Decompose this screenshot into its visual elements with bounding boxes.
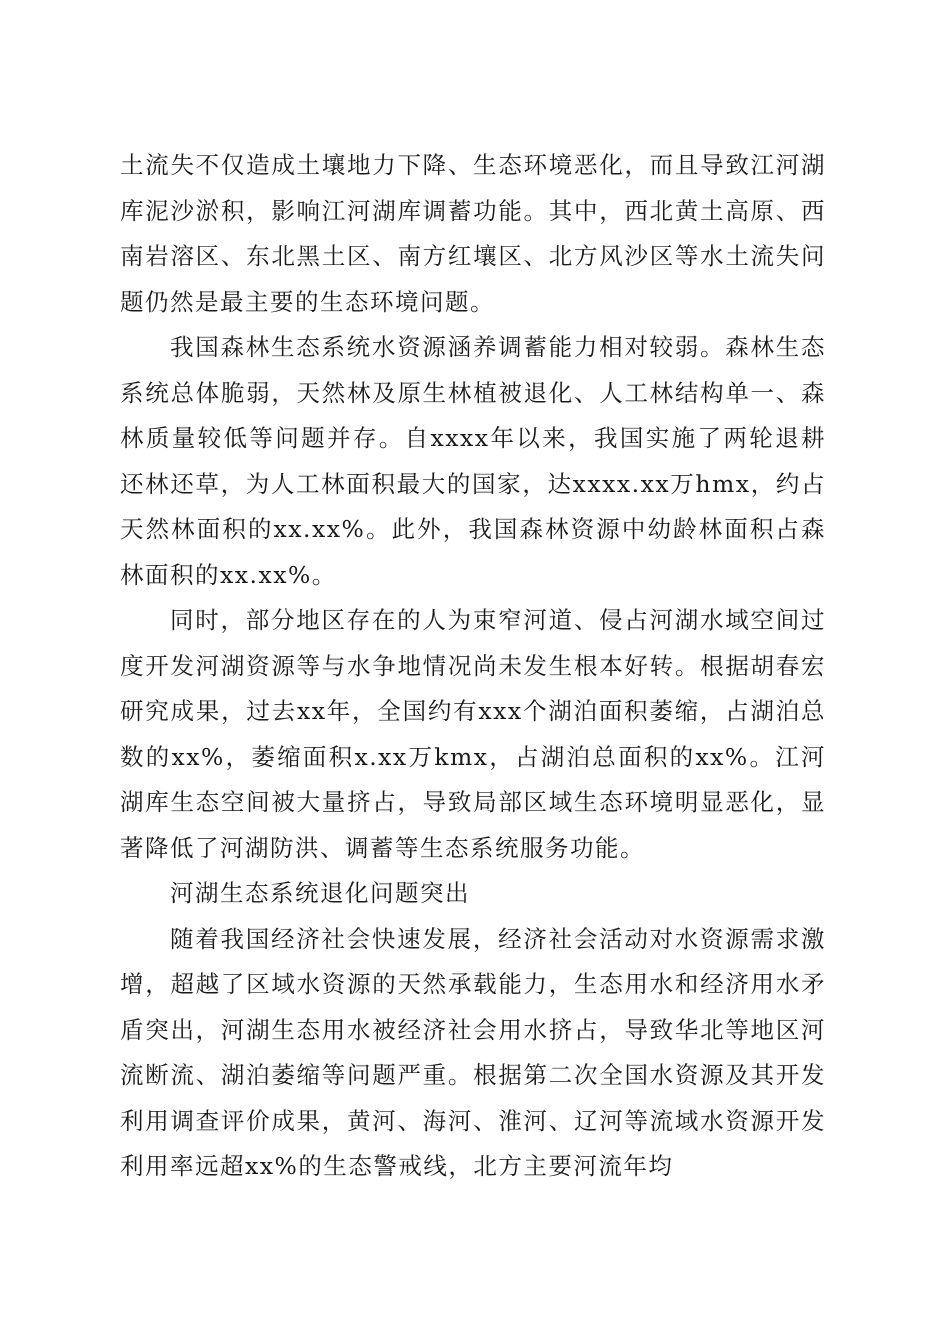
paragraph-water-demand: 随着我国经济社会快速发展，经济社会活动对水资源需求激增，超越了区域水资源的天然承载能力，生态用水和经济用水矛盾突出，河湖生态用水被经济社会用水挤占，导致华北等地区河流断流、湖泊萎缩等问题严重。根据第二次全国水资源及其开发利用调查评价成果，黄河、海河、淮河、辽河等流域水资源开发利用率远超xx%的生态警戒线，北方主要河流年均 xyxy=(120,924,826,1180)
paragraph-forest-ecosystem: 我国森林生态系统水资源涵养调蓄能力相对较弱。森林生态系统总体脆弱，天然林及原生林植被退化、人工林结构单一、森林质量较低等问题并存。自xxxx年以来，我国实施了两轮退耕还林还草，为人工林面积最大的国家，达xxxx.xx万hmx，约占天然林面积的xx.xx%。此外，我国森林资源中幼龄林面积占森林面积的xx.xx%。 xyxy=(120,333,826,589)
paragraph-river-lake-encroachment: 同时，部分地区存在的人为束窄河道、侵占河湖水域空间过度开发河湖资源等与水争地情况尚未发生根本好转。根据胡春宏研究成果，过去xx年，全国约有xxx个湖泊面积萎缩，占湖泊总数的xx%，萎缩面积x.xx万kmx，占湖泊总面积的xx%。江河湖库生态空间被大量挤占，导致局部区域生态环境明显恶化，显著降低了河湖防洪、调蓄等生态系统服务功能。 xyxy=(120,606,826,862)
section-heading: 河湖生态系统退化问题突出 xyxy=(170,879,470,907)
paragraph-soil-erosion: 土流失不仅造成土壤地力下降、生态环境恶化，而且导致江河湖库泥沙淤积，影响江河湖库调蓄功能。其中，西北黄土高原、西南岩溶区、东北黑土区、南方红壤区、北方风沙区等水土流失问题仍然是最主要的生态环境问题。 xyxy=(120,151,826,316)
document-body xyxy=(120,143,826,1190)
